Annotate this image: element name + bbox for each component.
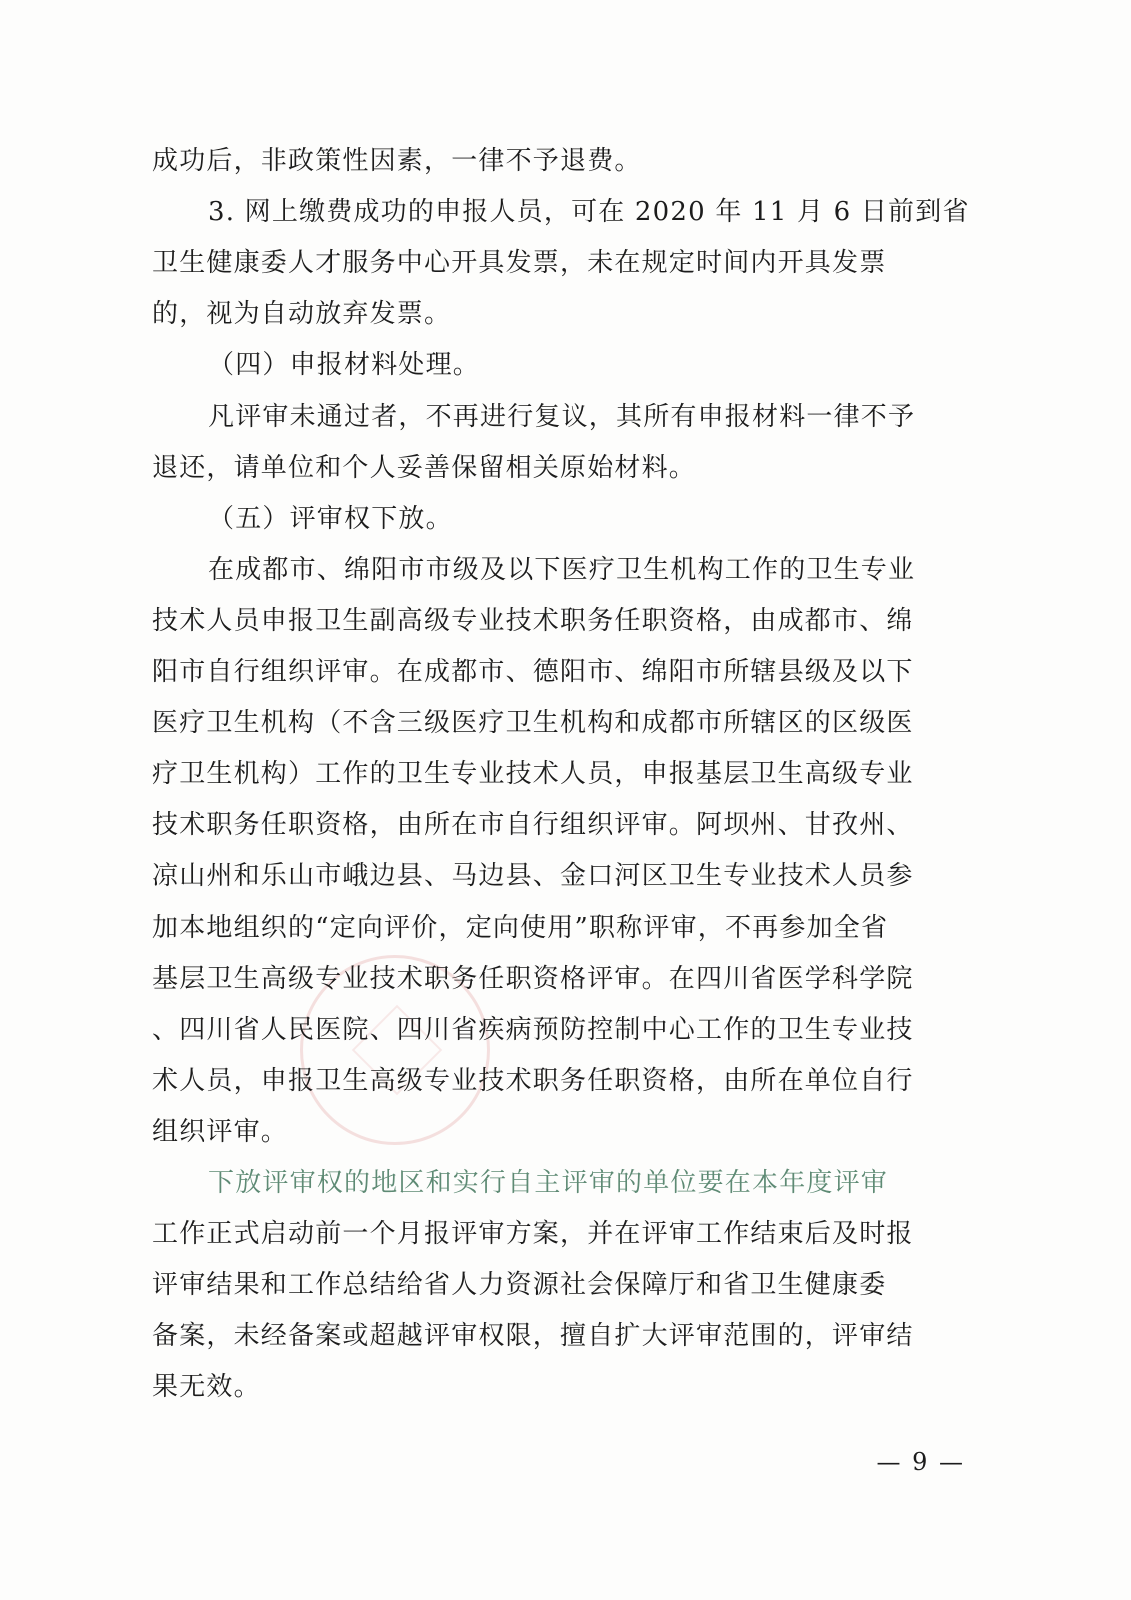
text-line: 成功后，非政策性因素，一律不予退费。 bbox=[152, 146, 642, 176]
text-line: 下放评审权的地区和实行自主评审的单位要在本年度评审 bbox=[208, 1168, 889, 1198]
text-line: 阳市自行组织评审。在成都市、德阳市、绵阳市所辖县级及以下 bbox=[152, 657, 914, 687]
text-line: （四）申报材料处理。 bbox=[208, 350, 481, 381]
text-line: 的，视为自动放弃发票。 bbox=[152, 299, 452, 330]
text-line: 3. 网上缴费成功的申报人员，可在 2020 年 11 月 6 日前到省 bbox=[208, 197, 970, 228]
text-line: 术人员，申报卫生高级专业技术职务任职资格，由所在单位自行 bbox=[152, 1065, 914, 1096]
text-line: （五）评审权下放。 bbox=[208, 503, 453, 534]
text-line: 工作正式启动前一个月报评审方案，并在评审工作结束后及时报 bbox=[152, 1219, 914, 1250]
text-line: 退还，请单位和个人妥善保留相关原始材料。 bbox=[152, 452, 697, 483]
text-line: 卫生健康委人才服务中心开具发票，未在规定时间内开具发票 bbox=[152, 248, 887, 279]
text-line: 医疗卫生机构（不含三级医疗卫生机构和成都市所辖区的区级医 bbox=[152, 708, 914, 739]
text-line: 加本地组织的“定向评价，定向使用”职称评审，不再参加全省 bbox=[152, 912, 889, 943]
text-line: 、四川省人民医院、四川省疾病预防控制中心工作的卫生专业技 bbox=[152, 1014, 914, 1045]
text-line: 技术职务任职资格，由所在市自行组织评审。阿坝州、甘孜州、 bbox=[152, 810, 914, 841]
page-number: — 9 — bbox=[876, 1448, 965, 1476]
text-line: 技术人员申报卫生副高级专业技术职务任职资格，由成都市、绵 bbox=[152, 605, 914, 636]
text-line: 基层卫生高级专业技术职务任职资格评审。在四川省医学科学院 bbox=[152, 963, 914, 994]
text-line: 组织评审。 bbox=[152, 1116, 289, 1147]
text-line: 评审结果和工作总结给省人力资源社会保障厅和省卫生健康委 bbox=[152, 1270, 887, 1301]
text-line: 果无效。 bbox=[152, 1372, 261, 1403]
text-line: 凉山州和乐山市峨边县、马边县、金口河区卫生专业技术人员参 bbox=[152, 861, 914, 892]
text-line: 疗卫生机构）工作的卫生专业技术人员，申报基层卫生高级专业 bbox=[152, 759, 914, 790]
text-line: 凡评审未通过者，不再进行复议，其所有申报材料一律不予 bbox=[208, 401, 916, 432]
text-line: 备案，未经备案或超越评审权限，擅自扩大评审范围的，评审结 bbox=[152, 1321, 914, 1352]
text-line: 在成都市、绵阳市市级及以下医疗卫生机构工作的卫生专业 bbox=[208, 554, 916, 585]
